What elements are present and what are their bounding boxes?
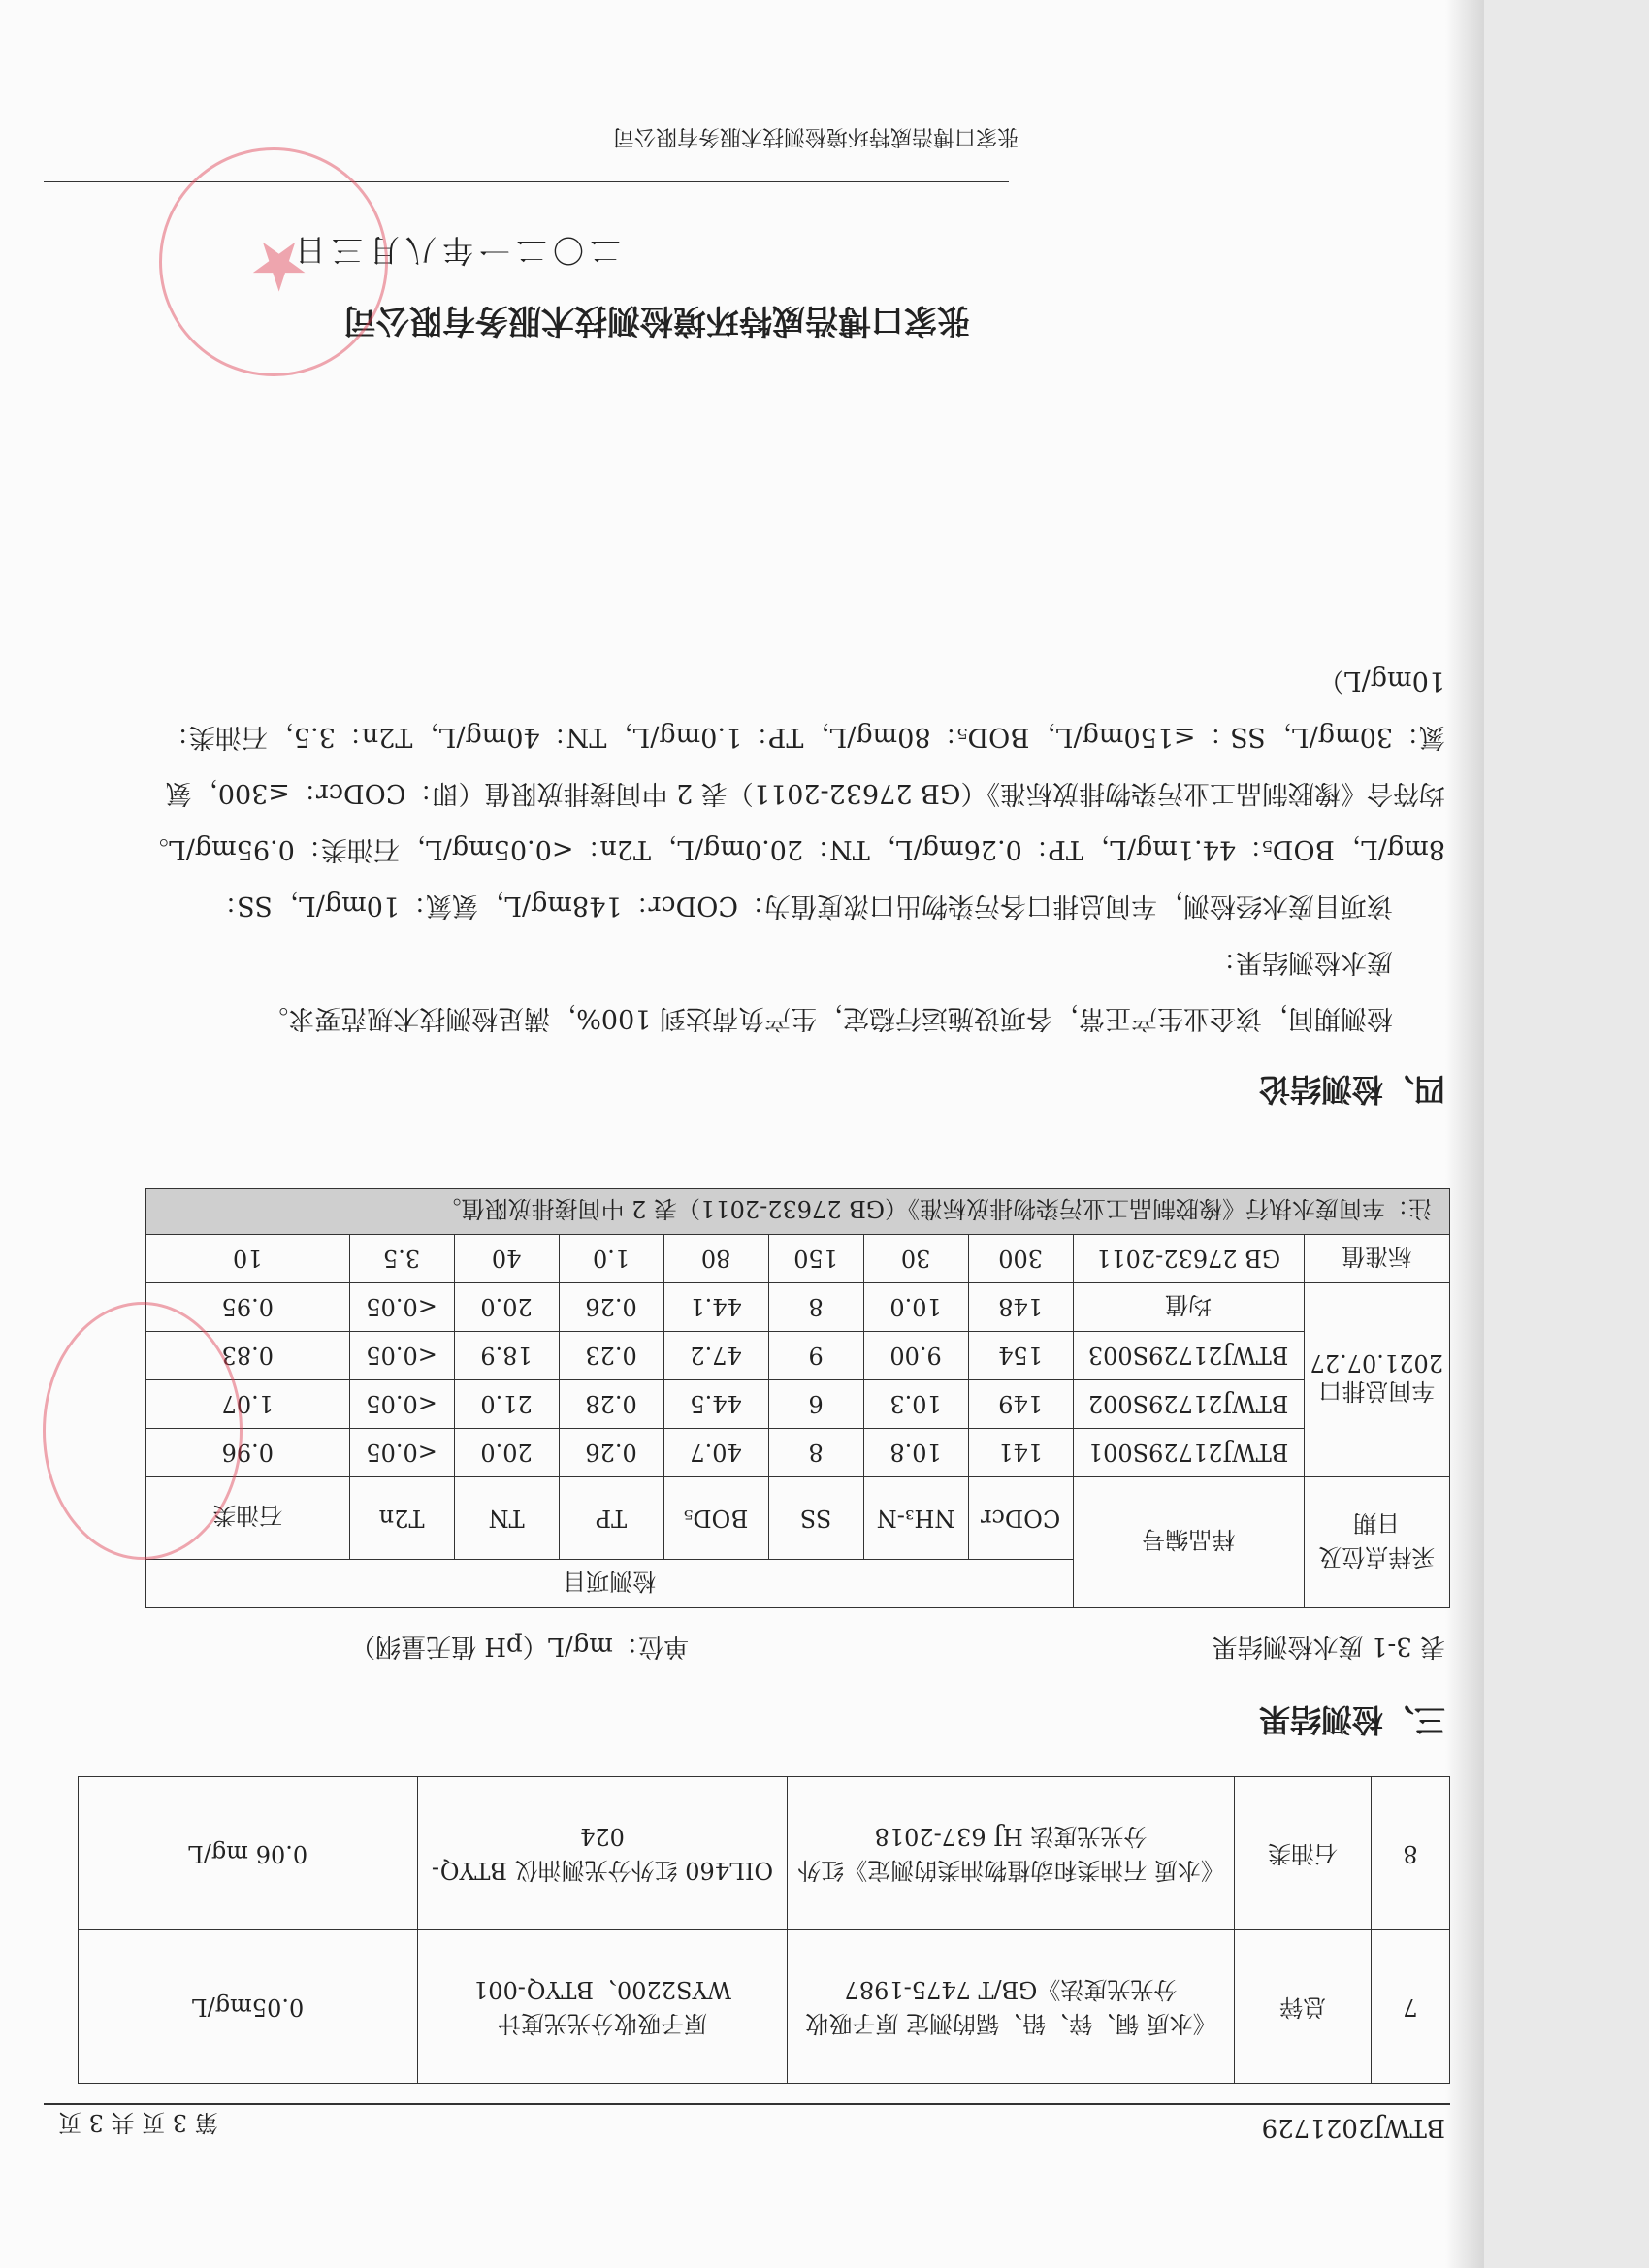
standard-row (146, 1235, 1450, 1283)
method-standard: 《水质 铜、锌、铅、镉的测定 原子吸收分光光度法》GB/T 7475-1987 (788, 1930, 1235, 2084)
signature-date: 二〇二一年八月三日 (288, 232, 621, 269)
paragraph: 检测期间，该企业生产正常，各项设施运行稳定，生产负荷达到 100%，满足检测技术规范要求。 (262, 1003, 1393, 1033)
average-label: 均值 (1073, 1283, 1304, 1332)
table-caption: 表 3-1 废水检测结果 (1212, 1632, 1445, 1661)
value-cell: 0.26 (559, 1429, 663, 1477)
col-item: CODcr (968, 1477, 1073, 1560)
footer-rule (44, 181, 1009, 182)
col-item: BOD₅ (663, 1477, 768, 1560)
note-row (146, 1189, 1450, 1235)
cross-page-seal (43, 1302, 242, 1560)
section3-title: 三、检测结果 (1258, 1701, 1445, 1738)
page-info: 第 3 页 共 3 页 (58, 2109, 218, 2136)
method-no: 8 (1372, 1777, 1450, 1930)
official-seal (159, 147, 388, 376)
value-cell: 9.00 (863, 1332, 968, 1380)
method-table (78, 1776, 1450, 2084)
method-row (79, 1777, 1450, 1930)
value-cell: 21.0 (454, 1380, 559, 1429)
sample-id: BTWJ21729S002 (1073, 1380, 1304, 1429)
value-cell: 47.2 (663, 1332, 768, 1380)
page-edge-shadow (1445, 0, 1484, 2268)
method-limit: 0.06 mg/L (79, 1777, 418, 1930)
paragraph: 废水检测结果： (1210, 947, 1393, 977)
sample-id: BTWJ21729S001 (1073, 1429, 1304, 1477)
value-cell: 44.5 (663, 1380, 768, 1429)
value-cell: <0.05 (349, 1380, 454, 1429)
method-item: 总锌 (1235, 1930, 1372, 2084)
col-item: 石油类 (146, 1477, 350, 1560)
header-rule (44, 2103, 1450, 2105)
method-standard: 《水质 石油类和动植物油类的测定》红外分光光度法 HJ 637-2018 (788, 1777, 1235, 1930)
col-site: 采样点位及日期 (1304, 1477, 1449, 1608)
col-sample: 样品编号 (1073, 1477, 1304, 1608)
table-header-row (146, 1560, 1450, 1608)
value-cell: 300 (968, 1235, 1073, 1283)
site-date: 2021.07.27 (1310, 1349, 1443, 1377)
value-cell: 8 (768, 1283, 863, 1332)
site-name: 车间总排口 (1318, 1377, 1436, 1405)
value-cell: 0.23 (559, 1332, 663, 1380)
unit-note: 单位：mg/L（pH 值无量纲） (350, 1632, 689, 1661)
table-row (146, 1380, 1450, 1429)
value-cell: 20.0 (454, 1283, 559, 1332)
value-cell: <0.05 (349, 1283, 454, 1332)
table-row (146, 1332, 1450, 1380)
value-cell: 0.28 (559, 1380, 663, 1429)
value-cell: 0.96 (146, 1429, 350, 1477)
value-cell: 10.0 (863, 1283, 968, 1332)
value-cell: 148 (968, 1283, 1073, 1332)
conclusion-text (141, 652, 1445, 1046)
report-number: BTWJ2021729 (1261, 2113, 1445, 2142)
value-cell: 1.0 (559, 1235, 663, 1283)
sample-id: BTWJ21729S003 (1073, 1332, 1304, 1380)
value-cell: 6 (768, 1380, 863, 1429)
seal-star-icon: ★ (248, 226, 309, 306)
signature-company: 张家口博浩威特环境检测技术服务有限公司 (343, 301, 970, 340)
value-cell: 40 (454, 1235, 559, 1283)
method-limit: 0.05mg/L (79, 1930, 418, 2084)
method-instrument: 原子吸收分光光度计 WYS2200、BTYQ-001 (418, 1930, 788, 2084)
table-row (146, 1429, 1450, 1477)
value-cell: 150 (768, 1235, 863, 1283)
value-cell: 3.5 (349, 1235, 454, 1283)
value-cell: 8 (768, 1429, 863, 1477)
value-cell: 0.83 (146, 1332, 350, 1380)
method-item: 石油类 (1235, 1777, 1372, 1930)
table-note: 注：车间废水执行《橡胶制品工业污染物排放标准》（GB 27632-2011）表 2 中间接排放限值。 (146, 1189, 1450, 1235)
average-row (146, 1283, 1450, 1332)
value-cell: 0.26 (559, 1283, 663, 1332)
method-no: 7 (1372, 1930, 1450, 2084)
col-group-items: 检测项目 (146, 1560, 1074, 1608)
value-cell: 20.0 (454, 1429, 559, 1477)
value-cell: 9 (768, 1332, 863, 1380)
method-instrument: OIL460 红外分光测油仪 BTYQ-024 (418, 1777, 788, 1930)
value-cell: 10 (146, 1235, 350, 1283)
value-cell: 149 (968, 1380, 1073, 1429)
value-cell: 10.8 (863, 1429, 968, 1477)
standard-label: 标准值 (1304, 1235, 1449, 1283)
value-cell: 1.07 (146, 1380, 350, 1429)
col-item: NH₃-N (863, 1477, 968, 1560)
site-cell (1304, 1283, 1449, 1477)
footer-company: 张家口博浩威特环境检测技术服务有限公司 (612, 124, 1018, 148)
value-cell: 30 (863, 1235, 968, 1283)
paragraph: 该项目废水经检测，车间总排口各污染物出口浓度值为：CODcr：148mg/L，氨氮：10mg/L，SS：8mg/L，BOD₅：44.1mg/L，TP：0.26mg/L，TN：20.0mg/L，T2n：<0.05mg/L，石油类：0.95mg/L。均符合《橡胶制品工业污染物排放标准》（GB 27632-2011）表 2 中间接排放限值（即：CODcr：≤300，氨氮：30mg/L，SS ：≤150mg/L，BOD₅：80mg/L，TP：1.0mg/L，TN：40mg/L，T2n：3.5，石油类：10mg/L） (142, 665, 1445, 921)
col-item: TN (454, 1477, 559, 1560)
col-item: TP (559, 1477, 663, 1560)
col-item: T2n (349, 1477, 454, 1560)
value-cell: <0.05 (349, 1332, 454, 1380)
value-cell: 80 (663, 1235, 768, 1283)
col-item: SS (768, 1477, 863, 1560)
value-cell: <0.05 (349, 1429, 454, 1477)
value-cell: 154 (968, 1332, 1073, 1380)
section4-title: 四、检测结论 (1258, 1071, 1445, 1108)
results-table (146, 1188, 1450, 1608)
value-cell: 18.9 (454, 1332, 559, 1380)
value-cell: 10.3 (863, 1380, 968, 1429)
value-cell: 0.95 (146, 1283, 350, 1332)
method-row (79, 1930, 1450, 2084)
value-cell: 44.1 (663, 1283, 768, 1332)
value-cell: 40.7 (663, 1429, 768, 1477)
value-cell: 141 (968, 1429, 1073, 1477)
standard-code: GB 27632-2011 (1073, 1235, 1304, 1283)
